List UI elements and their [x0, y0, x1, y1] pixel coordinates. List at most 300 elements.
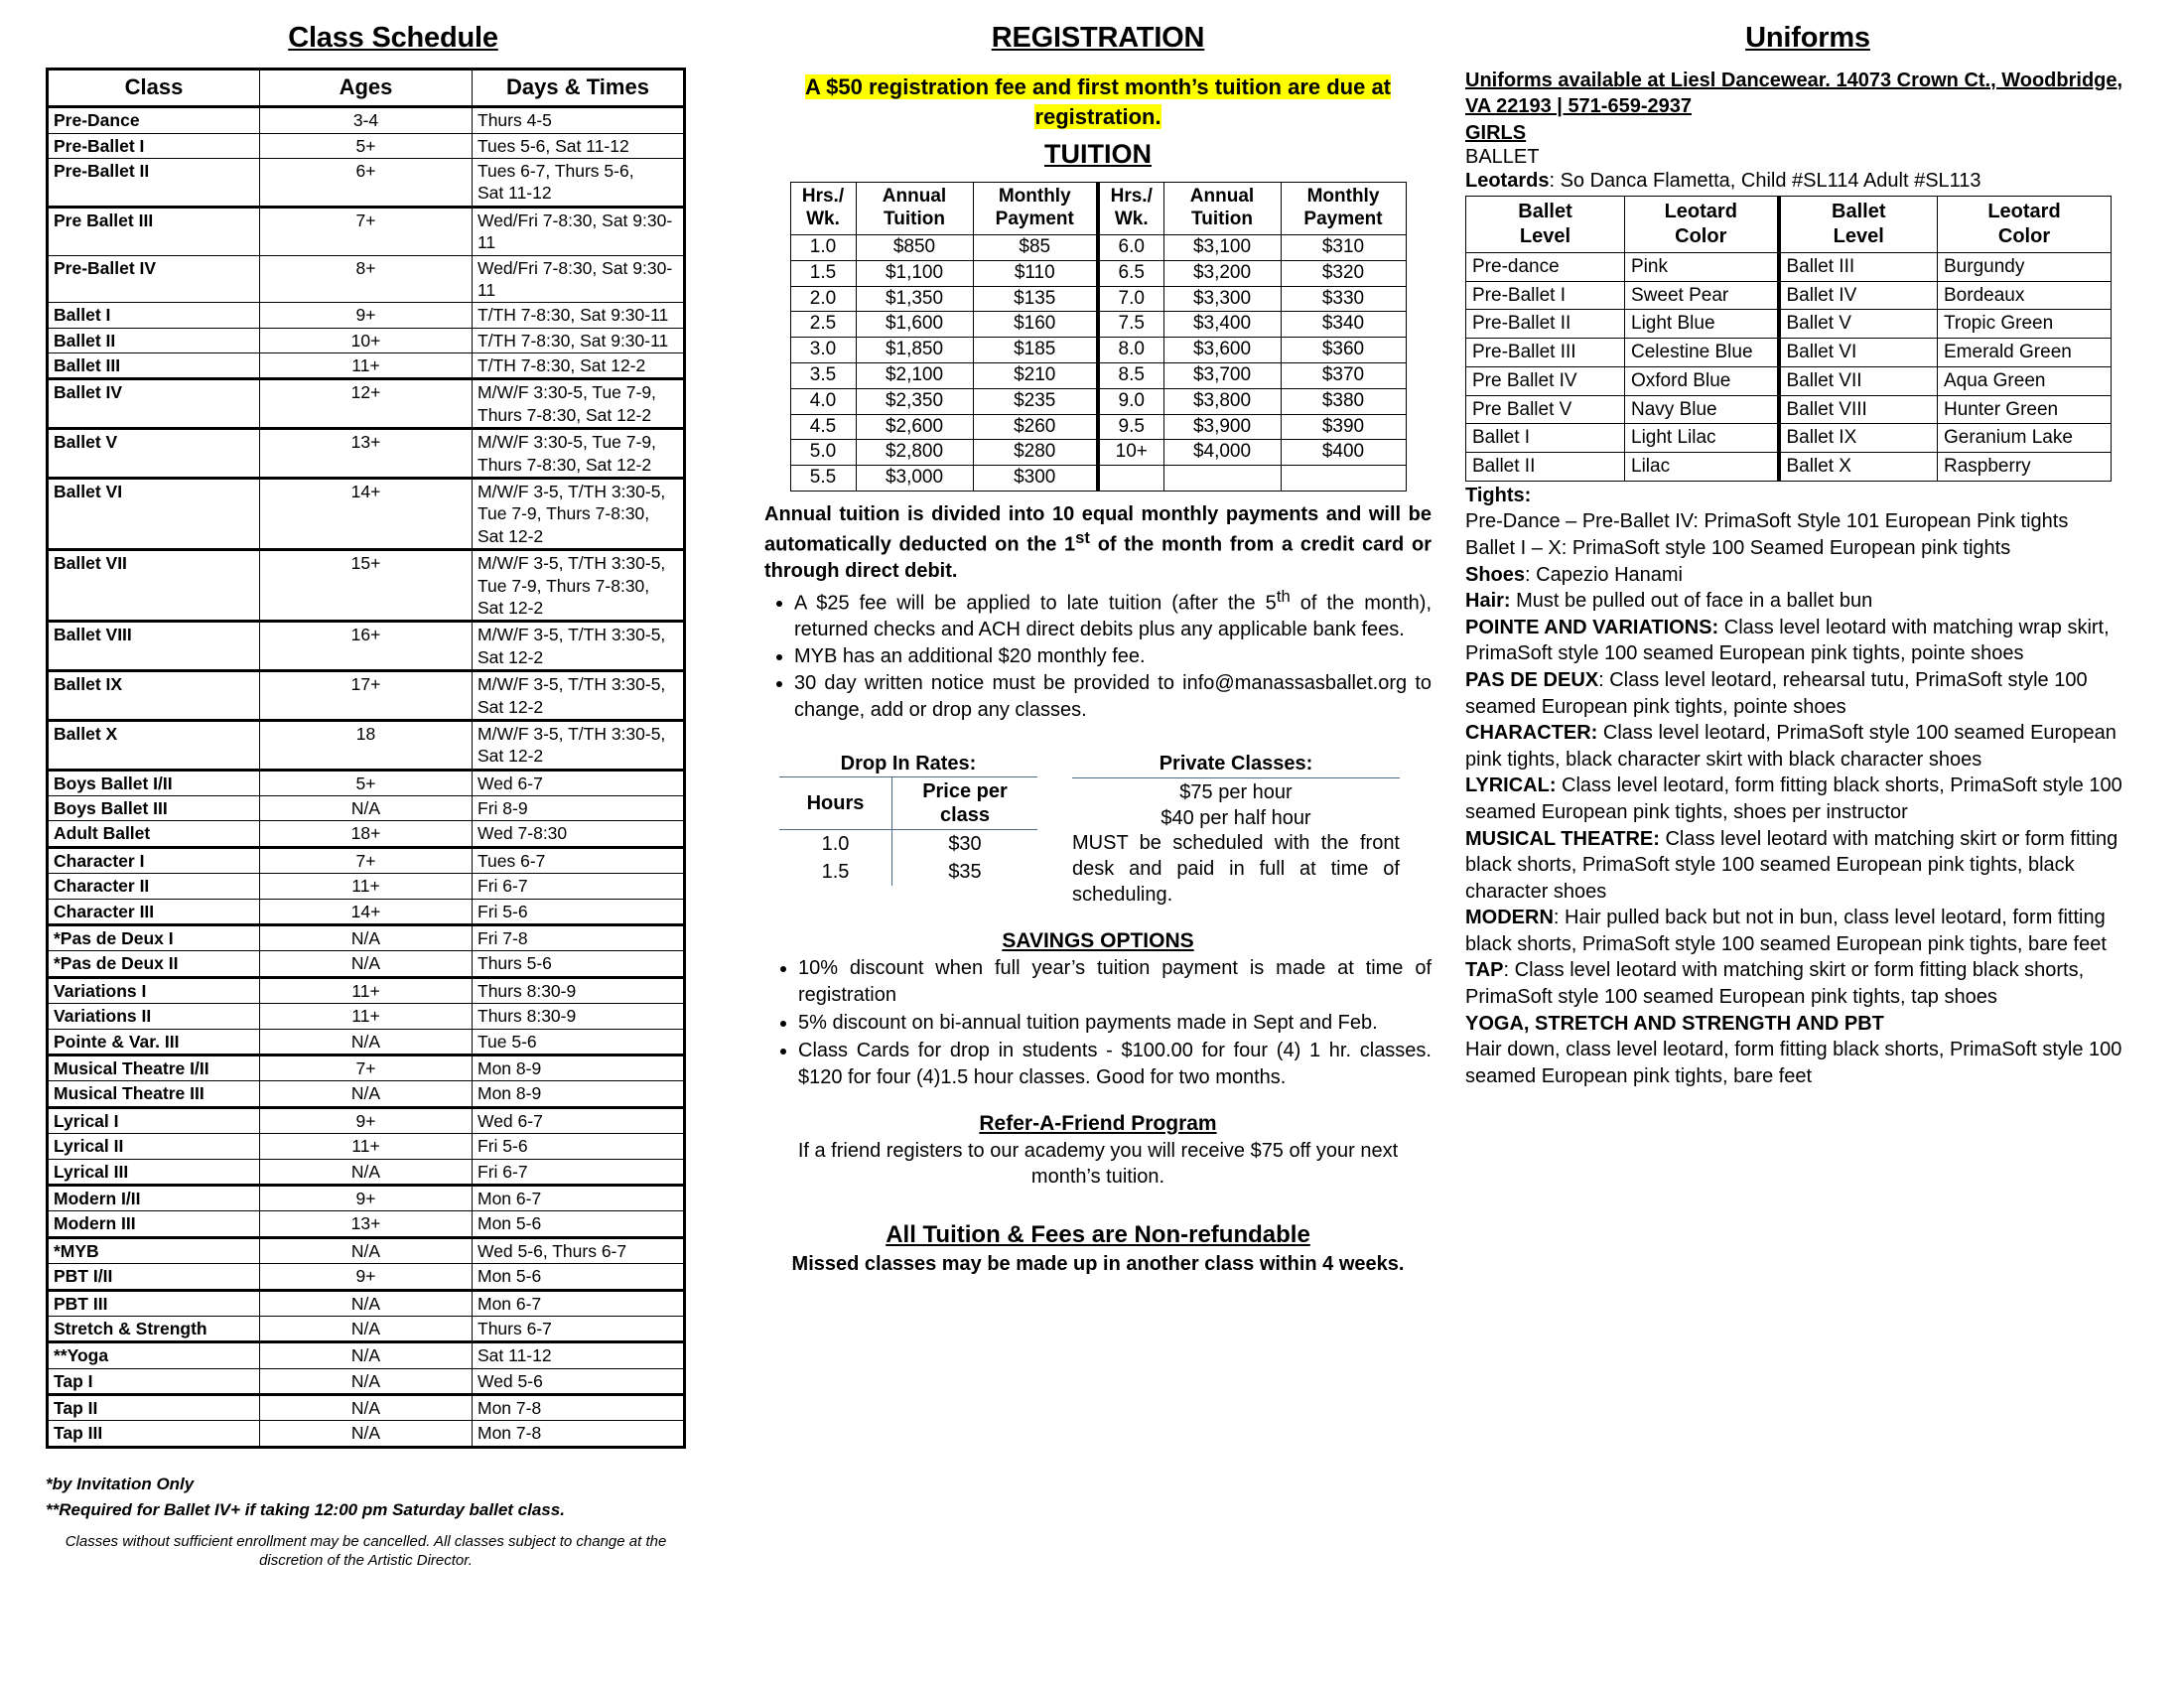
schedule-days-times: Thurs 4-5: [473, 107, 685, 133]
schedule-class-name: Adult Ballet: [48, 821, 260, 847]
table-row: [48, 328, 685, 352]
leo-col-level-1: Ballet Level: [1466, 196, 1625, 252]
schedule-ages: 9+: [260, 303, 473, 328]
schedule-days-times: Wed 6-7: [473, 770, 685, 795]
table-row: [48, 1081, 685, 1107]
schedule-ages: 7+: [260, 207, 473, 255]
leotard-row: [1466, 366, 2112, 395]
schedule-ages: 7+: [260, 847, 473, 873]
schedule-class-name: Ballet I: [48, 303, 260, 328]
schedule-ages: 18+: [260, 821, 473, 847]
tuition-cell: $850: [856, 234, 973, 260]
tuition-col-monthly-1: Monthly Payment: [973, 183, 1098, 235]
tuition-cell: 1.0: [790, 234, 856, 260]
schedule-ages: 17+: [260, 671, 473, 721]
table-row: [48, 1134, 685, 1159]
leotard-cell: Oxford Blue: [1625, 366, 1779, 395]
table-row: [48, 1029, 685, 1055]
table-row: [48, 1159, 685, 1185]
leotard-color-table: [1465, 196, 2112, 482]
leotard-cell: Pre-Ballet I: [1466, 281, 1625, 310]
registration-fee-notice-wrap: [764, 72, 1432, 131]
schedule-ages: N/A: [260, 925, 473, 951]
schedule-class-name: Pre-Ballet II: [48, 158, 260, 207]
schedule-days-times: Fri 8-9: [473, 796, 685, 821]
uniform-requirement: TAP: Class level leotard with matching skirt or form fitting black shorts, PrimaSoft style 100 seamed European pink tights, tap shoes: [1465, 959, 2085, 1009]
leotard-cell: Ballet III: [1779, 252, 1938, 281]
schedule-days-times: Wed 7-8:30: [473, 821, 685, 847]
uniform-requirement: MODERN: Hair pulled back but not in bun, class level leotard, form fitting black shorts, PrimaSoft style 100 seamed European pink tights, bare feet: [1465, 907, 2107, 955]
savings-options-title: SAVINGS OPTIONS: [1002, 929, 1194, 953]
leotard-cell: Ballet X: [1779, 453, 1938, 482]
schedule-class-name: Ballet III: [48, 353, 260, 379]
schedule-ages: 9+: [260, 1107, 473, 1133]
schedule-days-times: Mon 5-6: [473, 1264, 685, 1290]
schedule-class-name: Boys Ballet I/II: [48, 770, 260, 795]
savings-option: • 5% discount on bi-annual tuition payments made in Sept and Feb.: [798, 1010, 1432, 1036]
leotard-cell: Ballet VII: [1779, 366, 1938, 395]
annual-note-part-1: Annual tuition is divided into 10 equal monthly payments and will be automatically deducted on the 1: [764, 502, 1432, 556]
leo-col-level-2: Ballet Level: [1779, 196, 1938, 252]
schedule-class-name: Character III: [48, 899, 260, 924]
schedule-ages: N/A: [260, 1395, 473, 1421]
schedule-class-name: Ballet VIII: [48, 622, 260, 671]
schedule-ages: 11+: [260, 1134, 473, 1159]
table-row: [48, 1421, 685, 1447]
table-row: [48, 821, 685, 847]
tuition-cell: 6.0: [1098, 234, 1163, 260]
private-rate-hour: $75 per hour: [1179, 781, 1293, 804]
tuition-cell: $380: [1281, 388, 1406, 414]
schedule-days-times: Tues 5-6, Sat 11-12: [473, 133, 685, 158]
leotard-cell: Lilac: [1625, 453, 1779, 482]
table-row: [48, 1185, 685, 1210]
schedule-days-times: Mon 7-8: [473, 1395, 685, 1421]
schedule-ages: 11+: [260, 874, 473, 899]
schedule-ages: 10+: [260, 328, 473, 352]
annual-note-ordinal: st: [1075, 527, 1090, 547]
schedule-days-times: T/TH 7-8:30, Sat 12-2: [473, 353, 685, 379]
tuition-cell: $3,300: [1163, 286, 1281, 312]
schedule-days-times: Wed/Fri 7-8:30, Sat 9:30-11: [473, 255, 685, 303]
schedule-ages: 3-4: [260, 107, 473, 133]
leotard-cell: Pink: [1625, 252, 1779, 281]
drop-in-rates-table: [779, 776, 1037, 886]
leotard-cell: Sweet Pear: [1625, 281, 1779, 310]
column-header-ages: Ages: [260, 70, 473, 107]
tuition-row: [790, 338, 1406, 363]
tuition-cell: $185: [973, 338, 1098, 363]
tuition-cell: $390: [1281, 414, 1406, 440]
leotard-cell: Celestine Blue: [1625, 339, 1779, 367]
tuition-cell: $400: [1281, 440, 1406, 466]
table-row: [48, 796, 685, 821]
leotard-body: [1466, 252, 2112, 481]
uniform-requirement: Pre-Dance – Pre-Ballet IV: PrimaSoft Style 101 European Pink tights: [1465, 510, 2069, 533]
schedule-class-name: Lyrical II: [48, 1134, 260, 1159]
schedule-class-name: Ballet V: [48, 429, 260, 479]
registration-title: REGISTRATION: [991, 22, 1205, 54]
schedule-ages: 7+: [260, 1055, 473, 1081]
fee-bullet-list: [764, 586, 1432, 724]
fee-bullet: • MYB has an additional $20 monthly fee.: [794, 643, 1432, 669]
tuition-cell: 10+: [1098, 440, 1163, 466]
schedule-class-name: Lyrical I: [48, 1107, 260, 1133]
schedule-class-name: Ballet IV: [48, 379, 260, 429]
missed-classes-note: Missed classes may be made up in another class within 4 weeks.: [791, 1253, 1405, 1276]
uniform-requirement: PAS DE DEUX: Class level leotard, rehearsal tutu, PrimaSoft style 100 seamed European pink tights, pointe shoes: [1465, 668, 2088, 718]
schedule-ages: 11+: [260, 353, 473, 379]
table-row: [48, 429, 685, 479]
table-row: [48, 874, 685, 899]
tuition-row: [790, 286, 1406, 312]
schedule-class-name: Ballet IX: [48, 671, 260, 721]
refer-a-friend-title: Refer-A-Friend Program: [979, 1112, 1217, 1136]
tuition-row: [790, 234, 1406, 260]
schedule-days-times: Thurs 8:30-9: [473, 977, 685, 1003]
footnote-yoga-required: **Required for Ballet IV+ if taking 12:00 pm Saturday ballet class.: [46, 1499, 565, 1519]
class-schedule-body: [48, 107, 685, 1448]
tuition-cell: $1,600: [856, 312, 973, 338]
tuition-cell: $85: [973, 234, 1098, 260]
schedule-ages: N/A: [260, 1421, 473, 1447]
tuition-header-row: [790, 183, 1406, 235]
column-header-class: Class: [48, 70, 260, 107]
tuition-row: [790, 440, 1406, 466]
drop-in-rates-block: [764, 753, 1052, 886]
leotard-row: [1466, 339, 2112, 367]
tuition-col-annual-1: Annual Tuition: [856, 183, 973, 235]
table-row: [48, 770, 685, 795]
table-row: [48, 1316, 685, 1341]
schedule-days-times: Wed 5-6, Thurs 6-7: [473, 1237, 685, 1263]
drop-in-body: [779, 830, 1037, 887]
schedule-ages: 9+: [260, 1264, 473, 1290]
table-row: [48, 379, 685, 429]
schedule-ages: 11+: [260, 1004, 473, 1029]
leotards-value: : So Danca Flametta, Child #SL114 Adult #SL113: [1549, 169, 1981, 192]
schedule-class-name: Character I: [48, 847, 260, 873]
tuition-cell: $310: [1281, 234, 1406, 260]
leotard-cell: Hunter Green: [1938, 395, 2112, 424]
table-row: [48, 1290, 685, 1316]
tuition-cell: 8.0: [1098, 338, 1163, 363]
schedule-class-name: PBT III: [48, 1290, 260, 1316]
schedule-days-times: Thurs 8:30-9: [473, 1004, 685, 1029]
schedule-days-times: Sat 11-12: [473, 1342, 685, 1368]
schedule-class-name: Character II: [48, 874, 260, 899]
uniform-requirement: Hair: Must be pulled out of face in a ballet bun: [1465, 590, 1873, 613]
drop-in-col-price: Price per class: [892, 777, 1038, 830]
leotard-cell: Pre Ballet IV: [1466, 366, 1625, 395]
schedule-days-times: M/W/F 3:30-5, Tue 7-9, Thurs 7-8:30, Sat 12-2: [473, 429, 685, 479]
class-schedule-title: Class Schedule: [288, 22, 498, 54]
savings-option: • Class Cards for drop in students - $100.00 for four (4) 1 hr. classes. $120 for four (4)1.5 hour classes. Good for two months.: [798, 1038, 1432, 1090]
table-row: [48, 1211, 685, 1237]
table-row: [48, 1107, 685, 1133]
tuition-cell: $300: [973, 466, 1098, 492]
schedule-class-name: Ballet VII: [48, 550, 260, 622]
private-rate-half-hour: $40 per half hour: [1160, 806, 1311, 829]
tuition-cell: 5.5: [790, 466, 856, 492]
schedule-days-times: Fri 5-6: [473, 899, 685, 924]
schedule-days-times: Wed/Fri 7-8:30, Sat 9:30-11: [473, 207, 685, 255]
tuition-cell: $1,350: [856, 286, 973, 312]
uniform-requirement: YOGA, STRETCH AND STRENGTH AND PBT: [1465, 1012, 1884, 1035]
tuition-cell: 7.5: [1098, 312, 1163, 338]
tuition-cell: $260: [973, 414, 1098, 440]
schedule-class-name: Pre-Ballet I: [48, 133, 260, 158]
tuition-cell: 4.5: [790, 414, 856, 440]
uniforms-ballet-heading: BALLET: [1465, 145, 1540, 168]
leotard-header-row: [1466, 196, 2112, 252]
schedule-ages: 5+: [260, 133, 473, 158]
tuition-cell: 9.5: [1098, 414, 1163, 440]
schedule-days-times: Mon 8-9: [473, 1081, 685, 1107]
schedule-class-name: Modern III: [48, 1211, 260, 1237]
schedule-class-name: Tap I: [48, 1368, 260, 1394]
drop-in-header-row: [779, 777, 1037, 830]
private-scheduling-note: MUST be scheduled with the front desk and paid in full at time of scheduling.: [1072, 832, 1400, 906]
schedule-days-times: Thurs 6-7: [473, 1316, 685, 1341]
refer-a-friend-body: If a friend registers to our academy you will receive $75 off your next month’s tuition.: [797, 1140, 1399, 1189]
schedule-ages: N/A: [260, 796, 473, 821]
tuition-cell: 8.5: [1098, 362, 1163, 388]
schedule-days-times: Tues 6-7: [473, 847, 685, 873]
schedule-days-times: Mon 7-8: [473, 1421, 685, 1447]
schedule-class-name: Tap II: [48, 1395, 260, 1421]
tuition-cell: $3,100: [1163, 234, 1281, 260]
uniform-requirement: Shoes: Capezio Hanami: [1465, 563, 1683, 586]
leotard-cell: Pre-dance: [1466, 252, 1625, 281]
tuition-cell: $210: [973, 362, 1098, 388]
leotard-row: [1466, 453, 2112, 482]
uniform-requirement: CHARACTER: Class level leotard, PrimaSoft style 100 seamed European pink tights, black character skirt with black character shoes: [1465, 722, 2116, 771]
tuition-row: [790, 466, 1406, 492]
schedule-ages: N/A: [260, 1368, 473, 1394]
drop-in-row: [779, 830, 1037, 859]
leo-col-color-2: Leotard Color: [1938, 196, 2112, 252]
table-row: [48, 1395, 685, 1421]
tuition-row: [790, 260, 1406, 286]
tuition-col-hrs-2: Hrs./ Wk.: [1098, 183, 1163, 235]
table-row: [48, 303, 685, 328]
tuition-cell: $320: [1281, 260, 1406, 286]
table-row: [48, 622, 685, 671]
schedule-class-name: Pre Ballet III: [48, 207, 260, 255]
tuition-cell: $1,100: [856, 260, 973, 286]
tuition-cell: $160: [973, 312, 1098, 338]
uniform-requirements-list: [1465, 483, 2150, 1090]
table-row: [48, 1004, 685, 1029]
tuition-row: [790, 388, 1406, 414]
uniform-requirement: MUSICAL THEATRE: Class level leotard with matching skirt or form fitting black shorts, PrimaSoft style 100 seamed European pink tights, black character shoes: [1465, 827, 2118, 903]
tuition-cell: $330: [1281, 286, 1406, 312]
table-row: [48, 671, 685, 721]
schedule-days-times: T/TH 7-8:30, Sat 9:30-11: [473, 303, 685, 328]
schedule-days-times: Fri 7-8: [473, 925, 685, 951]
schedule-ages: 14+: [260, 899, 473, 924]
tuition-row: [790, 414, 1406, 440]
tuition-cell: $340: [1281, 312, 1406, 338]
leotard-cell: Navy Blue: [1625, 395, 1779, 424]
schedule-ages: N/A: [260, 951, 473, 977]
tuition-cell: $135: [973, 286, 1098, 312]
schedule-class-name: *MYB: [48, 1237, 260, 1263]
leotard-cell: Pre Ballet V: [1466, 395, 1625, 424]
tuition-cell: 5.0: [790, 440, 856, 466]
uniform-requirement: Tights:: [1465, 484, 1532, 506]
table-row: [48, 255, 685, 303]
leotard-cell: Light Blue: [1625, 310, 1779, 339]
private-classes-block: [1072, 753, 1400, 908]
schedule-ages: 5+: [260, 770, 473, 795]
private-classes-title: Private Classes:: [1072, 753, 1400, 778]
tuition-title: TUITION: [1044, 139, 1152, 170]
tuition-cell: 9.0: [1098, 388, 1163, 414]
schedule-days-times: Thurs 5-6: [473, 951, 685, 977]
uniforms-title: Uniforms: [1745, 22, 1870, 54]
tuition-row: [790, 362, 1406, 388]
footnote-enrollment-disclaimer: Classes without sufficient enrollment may be cancelled. All classes subject to change at the discretion of the Artistic Director.: [65, 1532, 667, 1570]
tuition-cell: $370: [1281, 362, 1406, 388]
tuition-cell: $2,100: [856, 362, 973, 388]
schedule-ages: 9+: [260, 1185, 473, 1210]
uniforms-column: [1455, 22, 2150, 1688]
schedule-ages: 11+: [260, 977, 473, 1003]
schedule-ages: N/A: [260, 1081, 473, 1107]
leotard-cell: Raspberry: [1938, 453, 2112, 482]
schedule-class-name: Variations II: [48, 1004, 260, 1029]
uniform-requirement: LYRICAL: Class level leotard, form fitting black shorts, PrimaSoft style 100 seamed European pink tights, shoes per instructor: [1465, 774, 2122, 823]
leotard-cell: Pre-Ballet III: [1466, 339, 1625, 367]
leotard-cell: Ballet VIII: [1779, 395, 1938, 424]
table-row: [48, 1237, 685, 1263]
schedule-ages: 13+: [260, 1211, 473, 1237]
schedule-class-name: PBT I/II: [48, 1264, 260, 1290]
schedule-class-name: Boys Ballet III: [48, 796, 260, 821]
class-schedule-column: [46, 22, 741, 1688]
tuition-cell: $1,850: [856, 338, 973, 363]
leotard-cell: Ballet II: [1466, 453, 1625, 482]
schedule-ages: N/A: [260, 1237, 473, 1263]
tuition-cell: $360: [1281, 338, 1406, 363]
tuition-cell: $3,900: [1163, 414, 1281, 440]
leo-col-color-1: Leotard Color: [1625, 196, 1779, 252]
schedule-ages: N/A: [260, 1290, 473, 1316]
tuition-col-monthly-2: Monthly Payment: [1281, 183, 1406, 235]
schedule-days-times: Tues 6-7, Thurs 5-6, Sat 11-12: [473, 158, 685, 207]
annual-note-part-2: of the month from a credit card or through direct debit.: [764, 533, 1432, 582]
uniform-requirement: Ballet I – X: PrimaSoft style 100 Seamed European pink tights: [1465, 536, 2011, 559]
drop-in-rates-title: Drop In Rates:: [840, 753, 977, 775]
leotard-row: [1466, 252, 2112, 281]
leotard-cell: Emerald Green: [1938, 339, 2112, 367]
table-row: [48, 847, 685, 873]
schedule-class-name: Musical Theatre III: [48, 1081, 260, 1107]
leotard-cell: Ballet I: [1466, 424, 1625, 453]
schedule-ages: N/A: [260, 1316, 473, 1341]
schedule-days-times: Mon 8-9: [473, 1055, 685, 1081]
tuition-cell: 3.5: [790, 362, 856, 388]
annual-tuition-note: [764, 501, 1432, 584]
schedule-class-name: Variations I: [48, 977, 260, 1003]
tuition-cell: $4,000: [1163, 440, 1281, 466]
leotard-cell: Geranium Lake: [1938, 424, 2112, 453]
uniform-requirement: POINTE AND VARIATIONS: Class level leotard with matching wrap skirt, PrimaSoft style 100 seamed European pink tights, pointe shoes: [1465, 616, 2110, 665]
tuition-cell: $3,200: [1163, 260, 1281, 286]
tuition-cell: $3,600: [1163, 338, 1281, 363]
schedule-class-name: *Pas de Deux I: [48, 925, 260, 951]
leotard-cell: Light Lilac: [1625, 424, 1779, 453]
schedule-days-times: M/W/F 3-5, T/TH 3:30-5, Tue 7-9, Thurs 7-8:30, Sat 12-2: [473, 550, 685, 622]
tuition-cell: $235: [973, 388, 1098, 414]
non-refundable-title: All Tuition & Fees are Non-refundable: [886, 1221, 1310, 1249]
schedule-class-name: Pre-Dance: [48, 107, 260, 133]
table-row: [48, 550, 685, 622]
tuition-cell: 6.5: [1098, 260, 1163, 286]
tuition-cell: $3,000: [856, 466, 973, 492]
schedule-class-name: Ballet VI: [48, 479, 260, 550]
leotard-cell: Ballet V: [1779, 310, 1938, 339]
schedule-class-name: **Yoga: [48, 1342, 260, 1368]
column-header-days-times: Days & Times: [473, 70, 685, 107]
table-row: [48, 133, 685, 158]
schedule-days-times: M/W/F 3-5, T/TH 3:30-5, Sat 12-2: [473, 720, 685, 770]
leotard-cell: Aqua Green: [1938, 366, 2112, 395]
schedule-class-name: Pre-Ballet IV: [48, 255, 260, 303]
table-header-row: [48, 70, 685, 107]
drop-in-hours: 1.0: [779, 830, 892, 859]
leotard-cell: Ballet IX: [1779, 424, 1938, 453]
schedule-class-name: Musical Theatre I/II: [48, 1055, 260, 1081]
schedule-class-name: Ballet X: [48, 720, 260, 770]
drop-in-hours: 1.5: [779, 858, 892, 886]
uniforms-girls-heading: GIRLS: [1465, 121, 1527, 144]
schedule-days-times: Mon 6-7: [473, 1290, 685, 1316]
schedule-ages: 6+: [260, 158, 473, 207]
fee-bullet: • A $25 fee will be applied to late tuition (after the 5th of the month), returned checks and ACH direct debits plus any applicable bank fees.: [794, 586, 1432, 642]
tuition-col-annual-2: Annual Tuition: [1163, 183, 1281, 235]
table-row: [48, 951, 685, 977]
savings-options-list: [764, 955, 1432, 1090]
schedule-days-times: Mon 6-7: [473, 1185, 685, 1210]
leotard-row: [1466, 395, 2112, 424]
rates-row: [764, 753, 1432, 908]
drop-in-price: $30: [948, 833, 982, 856]
schedule-ages: 12+: [260, 379, 473, 429]
uniform-availability: Uniforms available at Liesl Dancewear. 14073 Crown Ct., Woodbridge, VA 22193 | 571-659-2937: [1465, 70, 2123, 118]
table-row: [48, 1264, 685, 1290]
table-row: [48, 1055, 685, 1081]
tuition-cell: 1.5: [790, 260, 856, 286]
leotard-cell: Bordeaux: [1938, 281, 2112, 310]
registration-fee-notice: A $50 registration fee and first month’s tuition are due at registration.: [804, 74, 1392, 129]
leotard-cell: Tropic Green: [1938, 310, 2112, 339]
drop-in-row: [779, 858, 1037, 886]
tuition-cell: [1163, 466, 1281, 492]
schedule-days-times: Fri 5-6: [473, 1134, 685, 1159]
table-row: [48, 107, 685, 133]
schedule-class-name: Ballet II: [48, 328, 260, 352]
leotard-cell: Ballet IV: [1779, 281, 1938, 310]
tuition-table: [790, 182, 1407, 492]
schedule-days-times: Wed 6-7: [473, 1107, 685, 1133]
leotard-cell: Pre-Ballet II: [1466, 310, 1625, 339]
tuition-cell: $2,350: [856, 388, 973, 414]
uniform-requirement: Hair down, class level leotard, form fitting black shorts, PrimaSoft style 100 seamed European pink tights, bare feet: [1465, 1039, 2122, 1087]
schedule-days-times: Fri 6-7: [473, 1159, 685, 1185]
